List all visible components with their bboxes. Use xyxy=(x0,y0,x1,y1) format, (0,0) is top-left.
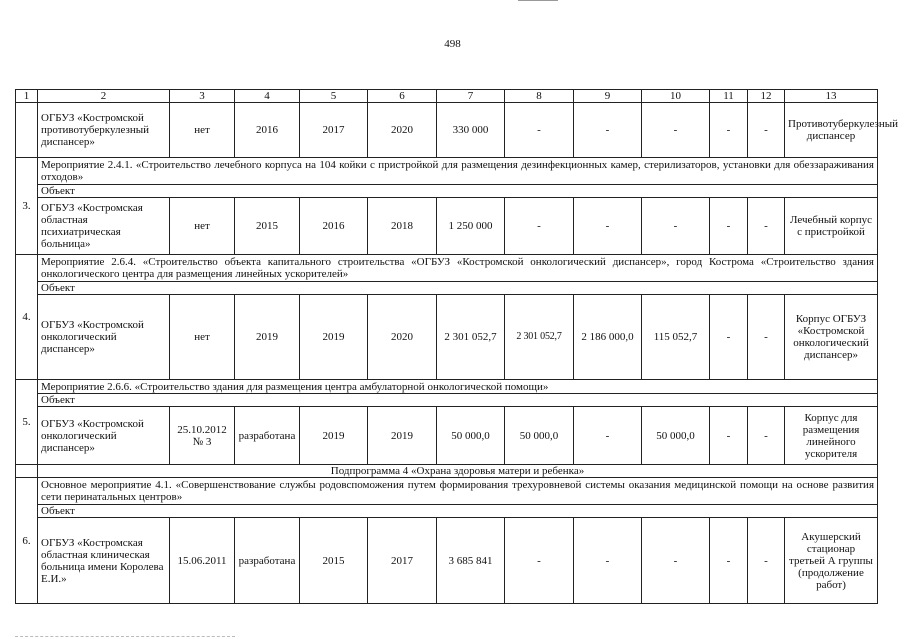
object-label-row xyxy=(16,394,878,407)
cell-c5: 2019 xyxy=(300,407,368,465)
object-label: Объект xyxy=(38,282,878,295)
subprogram-row xyxy=(16,465,878,478)
cell-c11: - xyxy=(710,103,748,158)
col-header: 4 xyxy=(235,90,300,103)
row-number: 3. xyxy=(16,158,38,255)
object-label: Объект xyxy=(38,185,878,198)
measure-row xyxy=(16,380,878,394)
col-header: 7 xyxy=(437,90,505,103)
cell-c9: - xyxy=(574,198,642,255)
object-name: ОГБУЗ «Костромской онкологический диспансер» xyxy=(38,407,170,465)
cell-c3: 15.06.2011 xyxy=(170,518,235,604)
cell-c7: 330 000 xyxy=(437,103,505,158)
column-numbers-row xyxy=(16,90,878,103)
construction-objects-table xyxy=(15,89,899,604)
col-header: 1 xyxy=(16,90,38,103)
col-header: 9 xyxy=(574,90,642,103)
table-row xyxy=(16,518,878,604)
cell-c6: 2020 xyxy=(368,295,437,380)
cell-c10: 50 000,0 xyxy=(642,407,710,465)
page-top-mark xyxy=(518,0,558,4)
object-name: ОГБУЗ «Костромская областная клиническая больница имени Королева Е.И.» xyxy=(38,518,170,604)
measure-text: Мероприятие 2.6.4. «Строительство объекта капитального строительства «ОГБУЗ «Костромской онкологический диспансер», город Кострома «Строительство здания онкологического центра для размещения линейных ускорителей» xyxy=(38,255,878,282)
cell-c6: 2019 xyxy=(368,407,437,465)
cell-c5: 2016 xyxy=(300,198,368,255)
table-row xyxy=(16,103,878,158)
measure-text: Мероприятие 2.6.6. «Строительство здания для размещения центра амбулаторной онкологической помощи» xyxy=(38,380,878,394)
cell-c10: - xyxy=(642,518,710,604)
cell-c4: 2019 xyxy=(235,295,300,380)
cell-c13: Лечебный корпус с пристройкой xyxy=(785,198,878,255)
cell-c12: - xyxy=(748,198,785,255)
page-bottom-rule xyxy=(15,636,235,637)
cell-c10: - xyxy=(642,103,710,158)
measure-text: Мероприятие 2.4.1. «Строительство лечебного корпуса на 104 койки с пристройкой для размещения дезинфекционных камер, стерилизаторов, установки для обеззараживания отходов» xyxy=(38,158,878,185)
cell-c13: Противотуберкулезный диспансер xyxy=(785,103,878,158)
table-row xyxy=(16,407,878,465)
object-label: Объект xyxy=(38,505,878,518)
cell-c11: - xyxy=(710,198,748,255)
cell-c12: - xyxy=(748,295,785,380)
cell-c5: 2015 xyxy=(300,518,368,604)
col-header: 5 xyxy=(300,90,368,103)
cell-c12: - xyxy=(748,103,785,158)
subprogram-title: Подпрограмма 4 «Охрана здоровья матери и ребенка» xyxy=(38,465,878,478)
cell-c4: разработана xyxy=(235,407,300,465)
cell-c3: нет xyxy=(170,295,235,380)
cell-c11: - xyxy=(710,295,748,380)
cell-c4: разработана xyxy=(235,518,300,604)
cell-c9: - xyxy=(574,103,642,158)
cell-c6: 2017 xyxy=(368,518,437,604)
cell-c3: нет xyxy=(170,198,235,255)
cell-c9: 2 186 000,0 xyxy=(574,295,642,380)
object-name: ОГБУЗ «Костромской онкологический диспансер» xyxy=(38,295,170,380)
page-number: 498 xyxy=(444,38,461,50)
object-label-row xyxy=(16,282,878,295)
cell-c12: - xyxy=(748,518,785,604)
cell-c12: - xyxy=(748,407,785,465)
col-header: 6 xyxy=(368,90,437,103)
col-header: 8 xyxy=(505,90,574,103)
row-number xyxy=(16,465,38,478)
cell-c11: - xyxy=(710,407,748,465)
col-header: 2 xyxy=(38,90,170,103)
cell-c10: - xyxy=(642,198,710,255)
col-header: 13 xyxy=(785,90,878,103)
cell-c7: 1 250 000 xyxy=(437,198,505,255)
table-row xyxy=(16,295,878,380)
table-row xyxy=(16,198,878,255)
row-number: 6. xyxy=(16,478,38,604)
cell-c10: 115 052,7 xyxy=(642,295,710,380)
object-label: Объект xyxy=(38,394,878,407)
cell-c7: 2 301 052,7 xyxy=(437,295,505,380)
cell-c8: - xyxy=(505,518,574,604)
cell-c3: нет xyxy=(170,103,235,158)
cell-c11: - xyxy=(710,518,748,604)
row-number: 5. xyxy=(16,380,38,465)
object-name: ОГБУЗ «Костромской противотуберкулезный диспансер» xyxy=(38,103,170,158)
cell-c9: - xyxy=(574,407,642,465)
object-name: ОГБУЗ «Костромская областная психиатрическая больница» xyxy=(38,198,170,255)
cell-c5: 2017 xyxy=(300,103,368,158)
cell-c8: 2 301 052,7 xyxy=(505,295,574,380)
row-number: 4. xyxy=(16,255,38,380)
col-header: 12 xyxy=(748,90,785,103)
measure-row xyxy=(16,158,878,185)
cell-c13: Акушерский стационар третьей А группы (продолжение работ) xyxy=(785,518,878,604)
cell-c4: 2016 xyxy=(235,103,300,158)
measure-row xyxy=(16,478,878,505)
cell-c9: - xyxy=(574,518,642,604)
col-header: 10 xyxy=(642,90,710,103)
measure-text: Основное мероприятие 4.1. «Совершенствование службы родовспоможения путем формирования трехуровневой системы оказания медицинской помощи на основе развития сети перинатальных центров» xyxy=(38,478,878,505)
object-label-row xyxy=(16,185,878,198)
measure-row xyxy=(16,255,878,282)
cell-c7: 50 000,0 xyxy=(437,407,505,465)
cell-c5: 2019 xyxy=(300,295,368,380)
cell-c13: Корпус для размещения линейного ускорителя xyxy=(785,407,878,465)
col-header: 11 xyxy=(710,90,748,103)
cell-c3: 25.10.2012 № 3 xyxy=(170,407,235,465)
cell-c4: 2015 xyxy=(235,198,300,255)
cell-c8: 50 000,0 xyxy=(505,407,574,465)
cell-c8: - xyxy=(505,103,574,158)
cell-c6: 2018 xyxy=(368,198,437,255)
cell-c8: - xyxy=(505,198,574,255)
cell-c6: 2020 xyxy=(368,103,437,158)
cell-c13: Корпус ОГБУЗ «Костромской онкологический диспансер» xyxy=(785,295,878,380)
col-header: 3 xyxy=(170,90,235,103)
cell-c7: 3 685 841 xyxy=(437,518,505,604)
row-number xyxy=(16,103,38,158)
object-label-row xyxy=(16,505,878,518)
